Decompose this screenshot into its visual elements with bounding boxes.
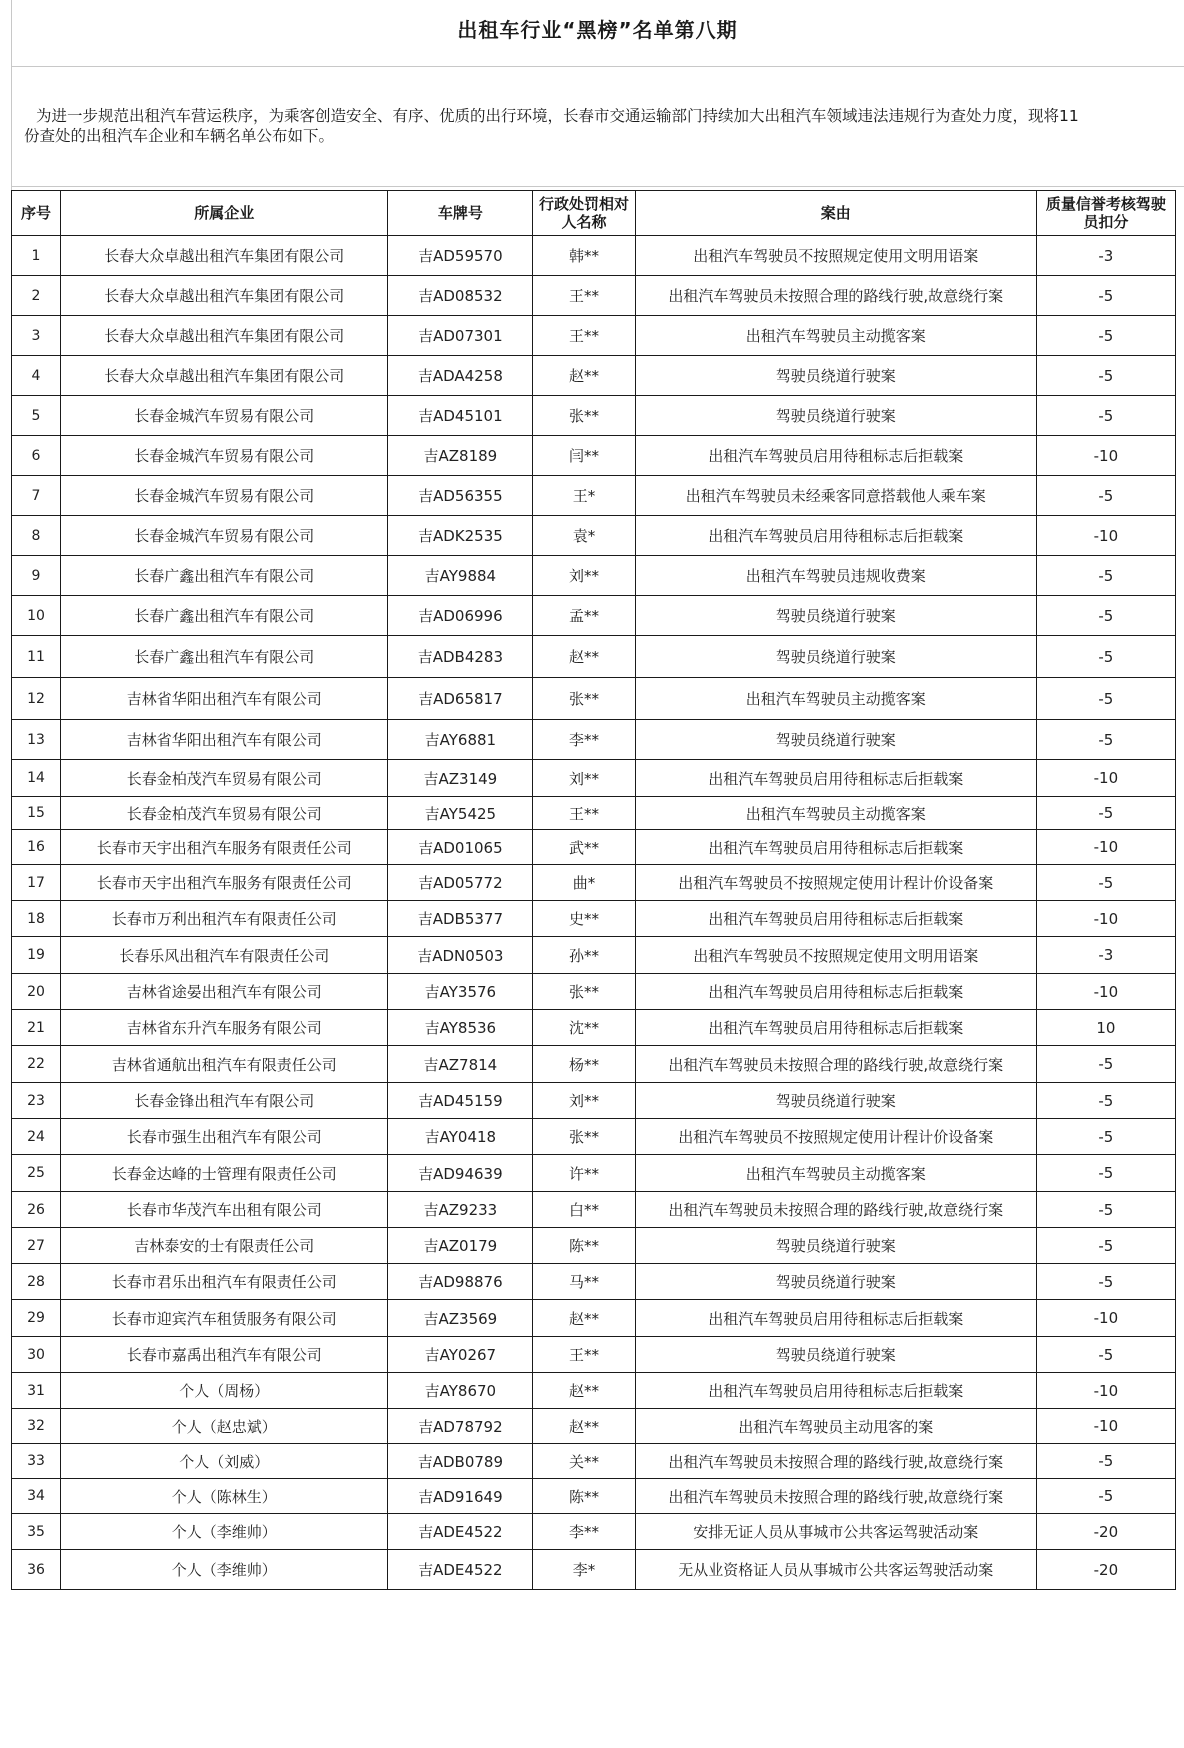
table-row: [12, 901, 1176, 937]
cell-case: 出租汽车驾驶员主动揽客案: [635, 797, 1036, 830]
cell-seq: 31: [12, 1373, 61, 1409]
cell-party: 王**: [533, 276, 635, 316]
table-row: [12, 974, 1176, 1010]
cell-case: 驾驶员绕道行驶案: [635, 1264, 1036, 1300]
cell-points: -5: [1036, 556, 1175, 596]
cell-party: 刘**: [533, 760, 635, 797]
header-plate: 车牌号: [388, 191, 533, 236]
table-row: [12, 1479, 1176, 1514]
cell-case: 驾驶员绕道行驶案: [635, 1337, 1036, 1373]
table-row: [12, 436, 1176, 476]
table-row: [12, 830, 1176, 865]
cell-points: -5: [1036, 1264, 1175, 1300]
table-row: [12, 1264, 1176, 1300]
cell-case: 驾驶员绕道行驶案: [635, 636, 1036, 678]
cell-case: 出租汽车驾驶员不按照规定使用计程计价设备案: [635, 865, 1036, 901]
cell-party: 陈**: [533, 1479, 635, 1514]
header-party: 行政处罚相对人名称: [533, 191, 635, 236]
cell-plate: 吉ADE4522: [388, 1550, 533, 1590]
cell-party: 关**: [533, 1444, 635, 1479]
cell-plate: 吉AD91649: [388, 1479, 533, 1514]
cell-party: 许**: [533, 1155, 635, 1192]
cell-plate: 吉ADB5377: [388, 901, 533, 937]
cell-seq: 26: [12, 1192, 61, 1228]
cell-plate: 吉AY6881: [388, 720, 533, 760]
cell-points: -5: [1036, 276, 1175, 316]
cell-party: 王*: [533, 476, 635, 516]
table-row: [12, 1155, 1176, 1192]
cell-plate: 吉AD45101: [388, 396, 533, 436]
cell-plate: 吉AZ7814: [388, 1046, 533, 1083]
cell-company: 吉林省途晏出租汽车有限公司: [61, 974, 388, 1010]
cell-seq: 5: [12, 396, 61, 436]
cell-plate: 吉AY8670: [388, 1373, 533, 1409]
cell-company: 吉林泰安的士有限责任公司: [61, 1228, 388, 1264]
cell-company: 个人（刘威）: [61, 1444, 388, 1479]
cell-company: 长春大众卓越出租汽车集团有限公司: [61, 276, 388, 316]
title-row: [11, 0, 1184, 67]
table-body: [12, 236, 1176, 1590]
cell-points: -10: [1036, 1409, 1175, 1444]
cell-company: 长春市华茂汽车出租有限公司: [61, 1192, 388, 1228]
cell-seq: 11: [12, 636, 61, 678]
cell-points: -5: [1036, 1083, 1175, 1119]
table-row: [12, 1083, 1176, 1119]
header-seq: 序号: [12, 191, 61, 236]
table-row: [12, 516, 1176, 556]
header-points: 质量信誉考核驾驶员扣分: [1036, 191, 1175, 236]
table-row: [12, 797, 1176, 830]
cell-seq: 32: [12, 1409, 61, 1444]
cell-party: 赵**: [533, 1300, 635, 1337]
cell-company: 长春市万利出租汽车有限责任公司: [61, 901, 388, 937]
cell-party: 刘**: [533, 556, 635, 596]
cell-case: 出租汽车驾驶员启用待租标志后拒载案: [635, 436, 1036, 476]
cell-plate: 吉AD07301: [388, 316, 533, 356]
table-row: [12, 937, 1176, 974]
cell-plate: 吉AY8536: [388, 1010, 533, 1046]
cell-points: -5: [1036, 1192, 1175, 1228]
cell-case: 出租汽车驾驶员不按照规定使用计程计价设备案: [635, 1119, 1036, 1155]
cell-plate: 吉AD65817: [388, 678, 533, 720]
cell-seq: 27: [12, 1228, 61, 1264]
table-row: [12, 1228, 1176, 1264]
table-row: [12, 678, 1176, 720]
cell-company: 个人（陈林生）: [61, 1479, 388, 1514]
cell-company: 长春金锋出租汽车有限公司: [61, 1083, 388, 1119]
cell-company: 长春广鑫出租汽车有限公司: [61, 596, 388, 636]
cell-company: 个人（周杨）: [61, 1373, 388, 1409]
cell-case: 出租汽车驾驶员启用待租标志后拒载案: [635, 901, 1036, 937]
cell-party: 陈**: [533, 1228, 635, 1264]
cell-case: 驾驶员绕道行驶案: [635, 720, 1036, 760]
cell-plate: 吉AD94639: [388, 1155, 533, 1192]
cell-party: 王**: [533, 797, 635, 830]
cell-seq: 24: [12, 1119, 61, 1155]
cell-seq: 12: [12, 678, 61, 720]
cell-seq: 3: [12, 316, 61, 356]
cell-company: 吉林省华阳出租汽车有限公司: [61, 678, 388, 720]
table-header-row: [12, 191, 1176, 236]
cell-company: 长春广鑫出租汽车有限公司: [61, 556, 388, 596]
cell-seq: 30: [12, 1337, 61, 1373]
cell-plate: 吉AY5425: [388, 797, 533, 830]
cell-case: 出租汽车驾驶员启用待租标志后拒载案: [635, 830, 1036, 865]
cell-party: 李**: [533, 720, 635, 760]
cell-seq: 15: [12, 797, 61, 830]
cell-points: -10: [1036, 830, 1175, 865]
cell-plate: 吉AD78792: [388, 1409, 533, 1444]
cell-plate: 吉ADB0789: [388, 1444, 533, 1479]
table-row: [12, 556, 1176, 596]
cell-plate: 吉ADK2535: [388, 516, 533, 556]
blacklist-table: [11, 190, 1176, 1590]
cell-points: -5: [1036, 396, 1175, 436]
cell-seq: 36: [12, 1550, 61, 1590]
cell-seq: 6: [12, 436, 61, 476]
table-row: [12, 1119, 1176, 1155]
cell-case: 出租汽车驾驶员主动甩客的案: [635, 1409, 1036, 1444]
cell-plate: 吉AD56355: [388, 476, 533, 516]
table-row: [12, 720, 1176, 760]
cell-plate: 吉AZ3149: [388, 760, 533, 797]
table-row: [12, 1046, 1176, 1083]
cell-case: 驾驶员绕道行驶案: [635, 596, 1036, 636]
cell-case: 驾驶员绕道行驶案: [635, 396, 1036, 436]
cell-company: 吉林省通航出租汽车有限责任公司: [61, 1046, 388, 1083]
cell-points: -5: [1036, 1228, 1175, 1264]
table-row: [12, 1409, 1176, 1444]
table-row: [12, 1337, 1176, 1373]
cell-points: -5: [1036, 678, 1175, 720]
table-row: [12, 636, 1176, 678]
cell-case: 出租汽车驾驶员未按照合理的路线行驶,故意绕行案: [635, 1046, 1036, 1083]
cell-case: 驾驶员绕道行驶案: [635, 1228, 1036, 1264]
cell-points: -5: [1036, 1046, 1175, 1083]
cell-seq: 10: [12, 596, 61, 636]
cell-plate: 吉AY0267: [388, 1337, 533, 1373]
cell-party: 赵**: [533, 636, 635, 678]
cell-company: 长春市天宇出租汽车服务有限责任公司: [61, 865, 388, 901]
table-row: [12, 316, 1176, 356]
cell-points: -5: [1036, 1479, 1175, 1514]
cell-points: -5: [1036, 356, 1175, 396]
cell-points: -5: [1036, 1337, 1175, 1373]
cell-plate: 吉ADA4258: [388, 356, 533, 396]
cell-party: 赵**: [533, 1373, 635, 1409]
cell-case: 安排无证人员从事城市公共客运驾驶活动案: [635, 1514, 1036, 1550]
cell-case: 出租汽车驾驶员主动揽客案: [635, 1155, 1036, 1192]
cell-party: 张**: [533, 396, 635, 436]
cell-seq: 17: [12, 865, 61, 901]
cell-points: -3: [1036, 236, 1175, 276]
cell-case: 出租汽车驾驶员启用待租标志后拒载案: [635, 1373, 1036, 1409]
table-row: [12, 396, 1176, 436]
cell-party: 曲*: [533, 865, 635, 901]
cell-company: 长春市嘉禹出租汽车有限公司: [61, 1337, 388, 1373]
cell-case: 出租汽车驾驶员未按照合理的路线行驶,故意绕行案: [635, 276, 1036, 316]
cell-seq: 8: [12, 516, 61, 556]
table-row: [12, 1192, 1176, 1228]
cell-company: 长春广鑫出租汽车有限公司: [61, 636, 388, 678]
cell-company: 长春金柏茂汽车贸易有限公司: [61, 760, 388, 797]
cell-case: 出租汽车驾驶员主动揽客案: [635, 316, 1036, 356]
cell-plate: 吉AY3576: [388, 974, 533, 1010]
cell-company: 长春金柏茂汽车贸易有限公司: [61, 797, 388, 830]
cell-party: 武**: [533, 830, 635, 865]
cell-party: 韩**: [533, 236, 635, 276]
cell-seq: 28: [12, 1264, 61, 1300]
cell-seq: 29: [12, 1300, 61, 1337]
cell-points: -5: [1036, 316, 1175, 356]
cell-plate: 吉AD08532: [388, 276, 533, 316]
cell-party: 史**: [533, 901, 635, 937]
cell-case: 出租汽车驾驶员启用待租标志后拒载案: [635, 974, 1036, 1010]
intro-paragraph: [24, 106, 1184, 146]
cell-points: -10: [1036, 974, 1175, 1010]
cell-points: -5: [1036, 1119, 1175, 1155]
cell-plate: 吉AD59570: [388, 236, 533, 276]
cell-case: 出租汽车驾驶员未经乘客同意搭载他人乘车案: [635, 476, 1036, 516]
cell-seq: 25: [12, 1155, 61, 1192]
cell-points: -10: [1036, 1300, 1175, 1337]
cell-case: 出租汽车驾驶员未按照合理的路线行驶,故意绕行案: [635, 1192, 1036, 1228]
cell-plate: 吉AD05772: [388, 865, 533, 901]
cell-company: 吉林省华阳出租汽车有限公司: [61, 720, 388, 760]
cell-plate: 吉AZ9233: [388, 1192, 533, 1228]
cell-case: 驾驶员绕道行驶案: [635, 356, 1036, 396]
cell-case: 出租汽车驾驶员启用待租标志后拒载案: [635, 1010, 1036, 1046]
table-row: [12, 1300, 1176, 1337]
cell-party: 李*: [533, 1550, 635, 1590]
cell-party: 张**: [533, 678, 635, 720]
cell-company: 长春大众卓越出租汽车集团有限公司: [61, 356, 388, 396]
cell-seq: 23: [12, 1083, 61, 1119]
cell-points: -5: [1036, 1155, 1175, 1192]
cell-points: -10: [1036, 436, 1175, 476]
cell-points: -5: [1036, 596, 1175, 636]
intro-line-2: 份查处的出租汽车企业和车辆名单公布如下。: [24, 127, 335, 145]
header-company: 所属企业: [61, 191, 388, 236]
intro-line-1: 为进一步规范出租汽车营运秩序，为乘客创造安全、有序、优质的出行环境，长春市交通运输部门持续加大出租汽车领域违法违规行为查处力度，现将11: [36, 107, 1079, 125]
cell-company: 长春金城汽车贸易有限公司: [61, 436, 388, 476]
cell-party: 孙**: [533, 937, 635, 974]
cell-case: 出租汽车驾驶员主动揽客案: [635, 678, 1036, 720]
cell-case: 驾驶员绕道行驶案: [635, 1083, 1036, 1119]
cell-party: 孟**: [533, 596, 635, 636]
cell-seq: 21: [12, 1010, 61, 1046]
cell-points: -3: [1036, 937, 1175, 974]
cell-company: 长春乐风出租汽车有限责任公司: [61, 937, 388, 974]
page-title: 出租车行业“黑榜”名单第八期: [457, 18, 738, 42]
cell-party: 杨**: [533, 1046, 635, 1083]
cell-company: 个人（赵忠斌）: [61, 1409, 388, 1444]
cell-plate: 吉AD45159: [388, 1083, 533, 1119]
cell-points: -5: [1036, 865, 1175, 901]
cell-company: 长春金城汽车贸易有限公司: [61, 476, 388, 516]
cell-points: -10: [1036, 760, 1175, 797]
cell-company: 个人（李维帅）: [61, 1514, 388, 1550]
cell-party: 马**: [533, 1264, 635, 1300]
cell-points: -10: [1036, 901, 1175, 937]
cell-seq: 34: [12, 1479, 61, 1514]
header-case: 案由: [635, 191, 1036, 236]
cell-party: 赵**: [533, 356, 635, 396]
cell-points: -20: [1036, 1514, 1175, 1550]
table-row: [12, 476, 1176, 516]
cell-company: 长春大众卓越出租汽车集团有限公司: [61, 316, 388, 356]
cell-points: -5: [1036, 636, 1175, 678]
cell-points: -10: [1036, 516, 1175, 556]
cell-points: -5: [1036, 1444, 1175, 1479]
cell-case: 出租汽车驾驶员启用待租标志后拒载案: [635, 760, 1036, 797]
cell-plate: 吉AD06996: [388, 596, 533, 636]
cell-party: 沈**: [533, 1010, 635, 1046]
table-row: [12, 1373, 1176, 1409]
cell-plate: 吉AD01065: [388, 830, 533, 865]
cell-company: 长春金城汽车贸易有限公司: [61, 516, 388, 556]
grid-line: [11, 186, 1184, 187]
cell-party: 刘**: [533, 1083, 635, 1119]
table-row: [12, 760, 1176, 797]
cell-company: 长春市天宇出租汽车服务有限责任公司: [61, 830, 388, 865]
table-row: [12, 1444, 1176, 1479]
cell-company: 长春市迎宾汽车租赁服务有限公司: [61, 1300, 388, 1337]
cell-party: 王**: [533, 316, 635, 356]
cell-plate: 吉AY9884: [388, 556, 533, 596]
cell-plate: 吉AZ0179: [388, 1228, 533, 1264]
cell-party: 赵**: [533, 1409, 635, 1444]
cell-plate: 吉AD98876: [388, 1264, 533, 1300]
cell-case: 出租汽车驾驶员未按照合理的路线行驶,故意绕行案: [635, 1479, 1036, 1514]
cell-seq: 7: [12, 476, 61, 516]
cell-seq: 4: [12, 356, 61, 396]
cell-seq: 16: [12, 830, 61, 865]
cell-seq: 22: [12, 1046, 61, 1083]
table-row: [12, 356, 1176, 396]
cell-seq: 35: [12, 1514, 61, 1550]
cell-seq: 14: [12, 760, 61, 797]
cell-seq: 33: [12, 1444, 61, 1479]
cell-seq: 19: [12, 937, 61, 974]
cell-party: 张**: [533, 1119, 635, 1155]
cell-plate: 吉AZ3569: [388, 1300, 533, 1337]
cell-case: 出租汽车驾驶员不按照规定使用文明用语案: [635, 236, 1036, 276]
cell-seq: 2: [12, 276, 61, 316]
cell-case: 无从业资格证人员从事城市公共客运驾驶活动案: [635, 1550, 1036, 1590]
cell-party: 李**: [533, 1514, 635, 1550]
cell-company: 长春市强生出租汽车有限公司: [61, 1119, 388, 1155]
cell-seq: 18: [12, 901, 61, 937]
cell-case: 出租汽车驾驶员不按照规定使用文明用语案: [635, 937, 1036, 974]
cell-points: -20: [1036, 1550, 1175, 1590]
cell-plate: 吉AY0418: [388, 1119, 533, 1155]
cell-plate: 吉ADN0503: [388, 937, 533, 974]
cell-party: 袁*: [533, 516, 635, 556]
cell-seq: 20: [12, 974, 61, 1010]
cell-company: 长春金城汽车贸易有限公司: [61, 396, 388, 436]
cell-case: 出租汽车驾驶员启用待租标志后拒载案: [635, 1300, 1036, 1337]
cell-case: 出租汽车驾驶员未按照合理的路线行驶,故意绕行案: [635, 1444, 1036, 1479]
cell-points: -5: [1036, 720, 1175, 760]
table-row: [12, 1514, 1176, 1550]
table-row: [12, 865, 1176, 901]
cell-party: 张**: [533, 974, 635, 1010]
cell-plate: 吉ADE4522: [388, 1514, 533, 1550]
cell-seq: 1: [12, 236, 61, 276]
cell-company: 吉林省东升汽车服务有限公司: [61, 1010, 388, 1046]
table-row: [12, 276, 1176, 316]
table-row: [12, 1550, 1176, 1590]
table-row: [12, 596, 1176, 636]
cell-company: 长春金达峰的士管理有限责任公司: [61, 1155, 388, 1192]
cell-party: 王**: [533, 1337, 635, 1373]
cell-company: 长春大众卓越出租汽车集团有限公司: [61, 236, 388, 276]
table-row: [12, 236, 1176, 276]
cell-company: 个人（李维帅）: [61, 1550, 388, 1590]
cell-plate: 吉ADB4283: [388, 636, 533, 678]
cell-company: 长春市君乐出租汽车有限责任公司: [61, 1264, 388, 1300]
cell-points: -5: [1036, 797, 1175, 830]
cell-seq: 13: [12, 720, 61, 760]
cell-points: 10: [1036, 1010, 1175, 1046]
cell-points: -5: [1036, 476, 1175, 516]
cell-case: 出租汽车驾驶员启用待租标志后拒载案: [635, 516, 1036, 556]
cell-party: 闫**: [533, 436, 635, 476]
table-row: [12, 1010, 1176, 1046]
cell-case: 出租汽车驾驶员违规收费案: [635, 556, 1036, 596]
cell-points: -10: [1036, 1373, 1175, 1409]
cell-plate: 吉AZ8189: [388, 436, 533, 476]
cell-party: 白**: [533, 1192, 635, 1228]
cell-seq: 9: [12, 556, 61, 596]
